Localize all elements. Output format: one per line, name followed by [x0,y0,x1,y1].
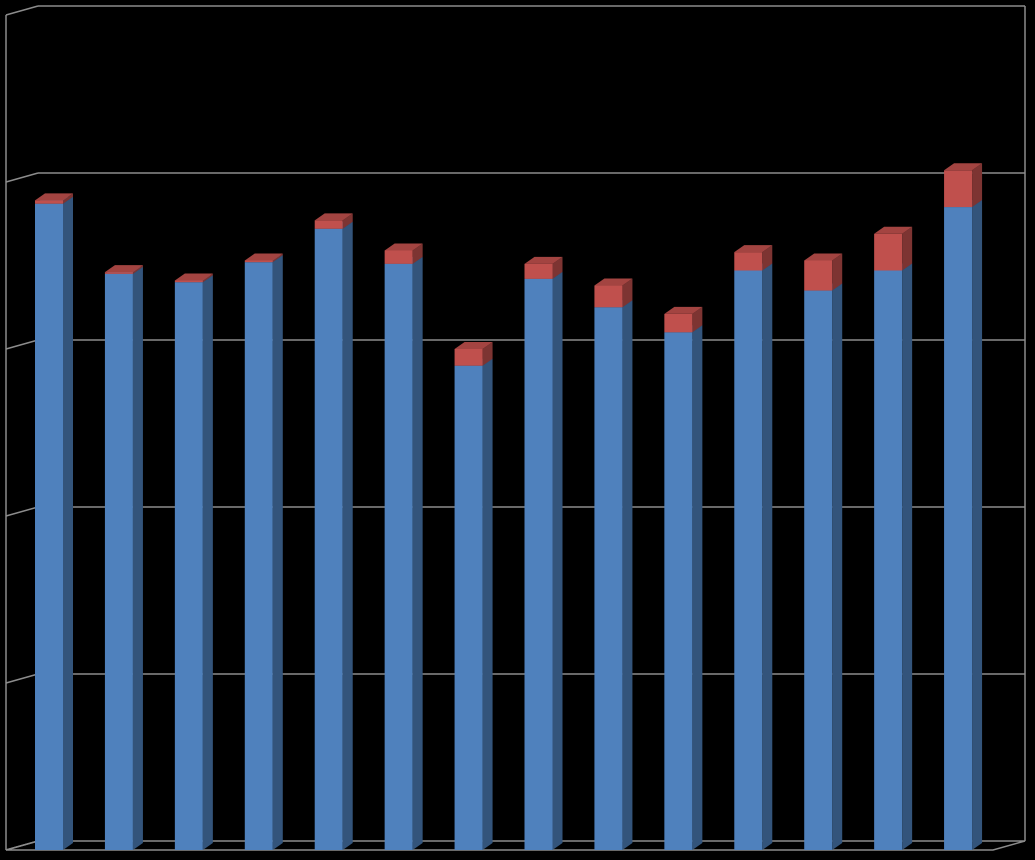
gridlines [6,6,1025,850]
bar-front [455,366,483,850]
bar-front [734,271,762,850]
bar-segment [804,253,842,290]
bar-front [105,274,133,850]
bar-segment [874,264,912,850]
bar-segment [525,257,563,279]
bar-side [902,264,912,850]
bar-side [553,272,563,850]
bar-front [734,252,762,270]
bar-segment [385,257,423,850]
bar-front [594,307,622,850]
bar-front [874,234,902,271]
bar-side [622,300,632,850]
bar-front [804,260,832,290]
bar-front [175,281,203,283]
bar-segment [664,325,702,850]
bar-segment [804,284,842,850]
gridline-side [6,173,38,182]
gridline-side [6,674,38,683]
bar-segment [385,243,423,263]
bar-segment [35,197,73,850]
bar-side [832,284,842,850]
bar-front [944,207,972,850]
bar-side [413,257,423,850]
bar-front [385,250,413,263]
bar-side [63,197,73,850]
bar-segment [105,267,143,850]
bar-side [483,359,493,850]
bar-front [245,262,273,850]
bar-side [902,227,912,271]
bar-front [385,264,413,850]
bar-front [315,220,343,228]
bar-front [594,286,622,308]
bar-segment [245,255,283,850]
bar-side [273,255,283,850]
gridline-side [6,6,38,15]
bar-segment [455,359,493,850]
bar-front [874,271,902,850]
bar-segment [944,163,982,207]
bar-side [343,222,353,850]
bar-side [692,325,702,850]
bar-segment [315,222,353,850]
bar-segment [594,279,632,308]
bar-side [203,275,213,850]
bar-segment [734,245,772,270]
bar-segment [664,307,702,332]
bar-segment [734,264,772,850]
bar-segment [874,227,912,271]
bar-segment [175,275,213,850]
bar-side [762,264,772,850]
bar-side [972,163,982,207]
bar-side [972,200,982,850]
bar-front [35,200,63,203]
bar-front [525,264,553,279]
bar-front [245,260,273,262]
bar-front [804,291,832,850]
bar-front [105,272,133,274]
bar-front [35,204,63,850]
bar-segment [944,200,982,850]
bar-front [944,170,972,207]
bar-front [455,349,483,366]
gridline-side [6,507,38,516]
bar-segment [455,342,493,366]
bar-front [525,279,553,850]
bar-segment [525,272,563,850]
bar-side [133,267,143,850]
bar-front [315,229,343,850]
bar-front [664,314,692,332]
bar-front [664,332,692,850]
chart-floor [6,841,1025,850]
bar-segment [594,300,632,850]
gridline-side [6,340,38,349]
bar-front [175,282,203,850]
